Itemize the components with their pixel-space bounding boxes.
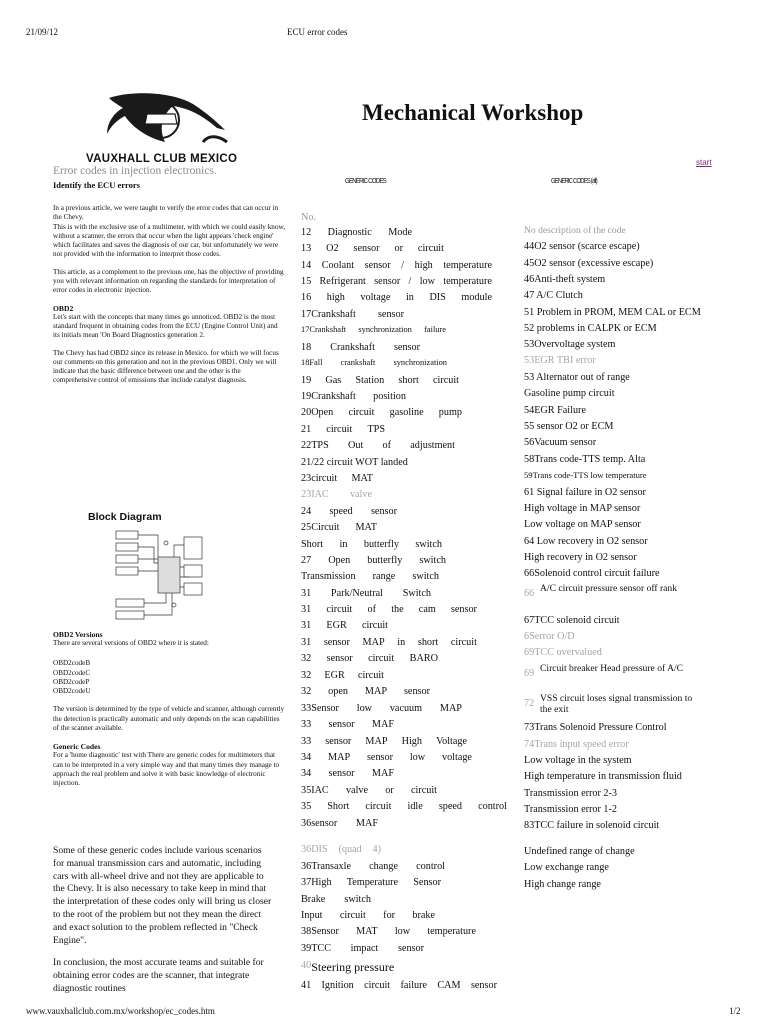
code-word: circuit <box>339 910 366 921</box>
code-row <box>301 801 507 812</box>
code-word: 32 <box>301 686 312 697</box>
code-row: 56Vacuum sensor <box>524 437 597 448</box>
code-row: 46Anti-theft system <box>524 274 606 285</box>
code-row <box>301 440 455 451</box>
code-word: 37High <box>301 877 332 888</box>
paragraph: In a previous article, we were taught to verify the error codes that can occur in the Chevy. <box>53 204 279 222</box>
code-word: low <box>409 752 426 763</box>
code-word: or <box>385 785 394 796</box>
code-row: Low voltage on MAP sensor <box>524 519 641 530</box>
code-word: or <box>394 243 403 254</box>
code-row: 58Trans code-TTS temp. Alta <box>524 454 646 465</box>
code-word: MAT <box>356 926 378 937</box>
code-word: EGR <box>326 620 347 631</box>
code-row: 44O2 sensor (scarce escape) <box>524 241 640 252</box>
code-row: 59Trans code-TTS low temperature <box>524 470 647 480</box>
code-word: Open <box>328 555 351 566</box>
code-row: 73Trans Solenoid Pressure Control <box>524 722 667 733</box>
code-word: 23IAC <box>301 489 329 500</box>
no-label: No. <box>301 212 316 223</box>
code-word: crankshaft <box>340 358 376 367</box>
code-word: short <box>398 375 419 386</box>
code-word: Out <box>348 440 364 451</box>
code-word: open <box>328 686 348 697</box>
code-word: brake <box>412 910 435 921</box>
code-row: Undefined range of change <box>524 846 635 857</box>
code-word: range <box>372 571 396 582</box>
code-word: High <box>401 736 422 747</box>
code-word: Sensor <box>413 877 441 888</box>
code-row: 66Solenoid control circuit failure <box>524 568 660 579</box>
code-word: sensor <box>323 637 350 648</box>
code-word: 31 <box>301 620 312 631</box>
code-word: circuit <box>326 424 353 435</box>
code-word: 24 <box>301 506 312 517</box>
code-word: speed <box>329 506 353 517</box>
code-word: MAF <box>355 818 378 829</box>
code-word: EGR <box>324 670 345 681</box>
code-row: High temperature in transmission fluid <box>524 771 682 782</box>
code-row <box>301 325 446 334</box>
code-word: voltage <box>360 292 391 303</box>
code-word: Transmission <box>301 571 356 582</box>
code-row <box>301 844 381 855</box>
code-word: Short <box>301 539 324 550</box>
code-row <box>301 637 477 648</box>
code-word: circuit <box>450 637 477 648</box>
code-word: circuit <box>432 375 459 386</box>
code-row <box>301 473 373 484</box>
code-row <box>301 391 406 402</box>
code-word: sensor <box>325 736 352 747</box>
code-word: short <box>417 637 439 648</box>
versions-text: The version is determined by the type of vehicle and scanner, although currently the detection is practically automatic and only depends on the scan capabilities of the scanner available. <box>53 705 285 733</box>
versions-section <box>53 630 285 798</box>
code-word: sensor <box>374 276 401 287</box>
no-desc-label: No description of the code <box>524 225 626 236</box>
code-word: 17Crankshaft <box>301 325 347 334</box>
code-word: 15 <box>301 276 312 287</box>
code-row <box>301 588 431 599</box>
paragraph: Let's start with the concepts that many times go unnoticed. OBD2 is the most standard frequent in obtaining codes from the ECU (Engine Control Unit) and its initials mean 'On Board Diagnostics generation 2. <box>53 312 278 340</box>
code-row: 55 sensor O2 or ECM <box>524 421 614 432</box>
code-row: 83TCC failure in solenoid circuit <box>524 820 660 831</box>
code-word: in <box>339 539 348 550</box>
left-article <box>53 165 285 394</box>
generic-heading: Generic Codes <box>53 742 101 752</box>
code-word: gasoline <box>389 407 424 418</box>
code-word: cam <box>418 604 436 615</box>
code-word: 36Transaxle <box>301 861 351 872</box>
code-word: 35IAC <box>301 785 329 796</box>
article-title: Error codes in injection electronics. <box>53 165 217 177</box>
code-word: valve <box>345 785 369 796</box>
code-word: Brake <box>301 894 326 905</box>
code-word: 21 <box>301 424 312 435</box>
code-word: idle <box>407 801 423 812</box>
code-word: 33Sensor <box>301 703 339 714</box>
code-word: 31 <box>301 604 312 615</box>
paragraph: This is with the exclusive use of a multimeter, with which we could easily know, without a scanner, the errors that occur when the light appears 'check engine' which facilitates and saves the diagnosis of our car, but unfortunately we were not provided with the information to interpret those codes. <box>53 222 285 259</box>
code-word: MAF <box>371 719 394 730</box>
code-word: Refrigerant <box>319 276 366 287</box>
versions-heading: OBD2 Versions <box>53 630 103 639</box>
code-row: 61 Signal failure in O2 sensor <box>524 487 646 498</box>
code-row: 6Serror O/D <box>524 631 575 642</box>
version-item: OBD2codeB <box>53 659 91 668</box>
code-row <box>301 861 445 872</box>
code-row <box>301 309 404 320</box>
article-subtitle: Identify the ECU errors <box>53 180 140 190</box>
code-word: 18 <box>301 342 312 353</box>
code-word: switch <box>415 539 442 550</box>
code-word: temperature <box>443 276 492 287</box>
code-row: 69TCC overvalued <box>524 647 602 658</box>
code-word: vacuum <box>389 703 423 714</box>
code-row <box>301 276 492 287</box>
code-word: Diagnostic <box>327 227 372 238</box>
code-word: Ignition <box>321 980 354 991</box>
code-word: high <box>414 260 433 271</box>
code-word: circuit <box>364 980 391 991</box>
code-word: 39TCC <box>301 943 332 954</box>
code-word: 38Sensor <box>301 926 339 937</box>
code-word: switch <box>412 571 439 582</box>
code-word: 33 <box>301 719 312 730</box>
code-word: 25Circuit <box>301 522 340 533</box>
code-word: voltage <box>441 752 472 763</box>
code-word: MAP <box>328 752 351 763</box>
conclusion-section <box>53 845 275 1006</box>
code-row <box>301 227 412 238</box>
code-row <box>301 926 476 937</box>
code-word: module <box>461 292 492 303</box>
code-row: 67TCC solenoid circuit <box>524 615 620 626</box>
code-word: 16 <box>301 292 312 303</box>
code-word: 36DIS <box>301 844 328 855</box>
code-word: 20Open <box>301 407 334 418</box>
generic-codes-heading-right: GENERIC CODES (alt) <box>551 176 597 185</box>
code-word: 19 <box>301 375 312 386</box>
code-word: circuit <box>326 604 353 615</box>
code-row <box>301 342 420 353</box>
code-row <box>301 539 442 550</box>
code-word: BARO <box>409 653 438 664</box>
code-word: temperature <box>427 926 476 937</box>
code-word: butterfly <box>363 539 399 550</box>
footer-url: www.vauxhallclub.com.mx/workshop/ec_codes.htm <box>26 1006 215 1016</box>
code-word: change <box>369 861 398 872</box>
code-row: Gasoline pump circuit <box>524 388 615 399</box>
club-name: VAUXHALL CLUB MEXICO <box>86 153 238 165</box>
code-description: A/C circuit pressure sensor off rank <box>540 583 678 594</box>
generic-text: For a 'home diagnostic' test with There are generic codes for multimeters that can to be interpreted in a very simple way and that many times they manage to approach the real problem and solve it with basic knowledge of electronic injection. <box>53 751 280 788</box>
code-word: adjustment <box>410 440 455 451</box>
code-word: circuit <box>348 407 375 418</box>
code-row <box>301 604 477 615</box>
code-row: High voltage in MAP sensor <box>524 503 641 514</box>
code-word: 22TPS <box>301 440 329 451</box>
code-row <box>301 522 377 533</box>
code-word: synchronization <box>393 358 447 367</box>
code-word: DIS <box>429 292 446 303</box>
code-word: sensor <box>393 342 420 353</box>
code-word: O2 <box>326 243 339 254</box>
code-row: 74Trans input speed error <box>524 739 629 750</box>
code-word: Switch <box>402 588 431 599</box>
code-word: butterfly <box>367 555 403 566</box>
code-word: sensor <box>403 686 430 697</box>
code-word: impact <box>350 943 379 954</box>
code-row <box>301 457 408 468</box>
code-word: 27 <box>301 555 312 566</box>
code-word: / <box>401 260 405 271</box>
code-word: 13 <box>301 243 312 254</box>
code-word: sensor <box>370 506 397 517</box>
code-number: 72 <box>524 698 535 709</box>
code-row <box>301 292 492 303</box>
code-row: Transmission error 1-2 <box>524 804 618 815</box>
code-row <box>301 620 388 631</box>
code-word: temperature <box>443 260 492 271</box>
code-word: sensor <box>366 752 393 763</box>
code-word: low <box>419 276 435 287</box>
code-word: 23circuit <box>301 473 338 484</box>
code-word: TPS <box>367 424 385 435</box>
code-row <box>301 960 394 975</box>
generic-codes-heading: GENERIC CODES <box>345 176 386 185</box>
code-word: Input <box>301 910 323 921</box>
big-paragraph: In conclusion, the most accurate teams and suitable for obtaining error codes are the scanner, that integrate diagnostic routines <box>53 957 264 994</box>
code-row <box>301 653 438 664</box>
code-word: MAP <box>365 736 388 747</box>
code-row <box>301 736 467 747</box>
code-word: sensor <box>397 943 424 954</box>
code-row <box>301 571 439 582</box>
code-row <box>301 260 492 271</box>
code-word: failure <box>400 980 428 991</box>
code-word: / <box>408 276 412 287</box>
code-word: Coolant <box>321 260 355 271</box>
code-word: MAF <box>371 768 394 779</box>
code-word: of <box>382 440 392 451</box>
code-row: 51 Problem in PROM, MEM CAL or ECM <box>524 307 701 318</box>
code-row: Low voltage in the system <box>524 755 632 766</box>
code-row <box>301 555 446 566</box>
code-row: 53EGR TBI error <box>524 355 596 366</box>
code-word: circuit <box>410 785 437 796</box>
code-word: 34 <box>301 752 312 763</box>
code-row <box>301 785 437 796</box>
code-word: pump <box>438 407 462 418</box>
code-word: Temperature <box>346 877 399 888</box>
code-word: the <box>391 604 404 615</box>
code-word: in <box>405 292 414 303</box>
code-word: circuit <box>365 801 392 812</box>
code-row: 53 Alternator out of range <box>524 372 630 383</box>
code-word: switch <box>419 555 446 566</box>
obd2-heading: OBD2 <box>53 303 74 313</box>
paragraph: The Chevy has had OBD2 since its release in Mexico. for which we will focus our comments on this generation and not in the previous OBD1. Only we will indicate that the basic difference between one and the other is the comprehensive control of emissions that include catalyst diagnosis. <box>53 348 279 385</box>
code-row <box>524 583 700 599</box>
code-row <box>301 686 430 697</box>
code-word: synchronization <box>358 325 412 334</box>
code-row <box>301 407 462 418</box>
code-row <box>301 424 385 435</box>
code-word: MAP <box>362 637 385 648</box>
code-description: Circuit breaker Head pressure of A/C <box>540 663 684 674</box>
code-word: sensor <box>353 243 380 254</box>
code-word: 4) <box>372 844 381 855</box>
site-heading: Mechanical Workshop <box>362 100 584 125</box>
code-row <box>301 506 397 517</box>
code-word: MAP <box>439 703 462 714</box>
code-word: MAT <box>355 522 377 533</box>
code-word: sensor <box>377 309 404 320</box>
code-number: 69 <box>524 668 535 679</box>
code-row <box>301 980 497 991</box>
code-row: High recovery in O2 sensor <box>524 552 637 563</box>
code-word: switch <box>344 894 371 905</box>
code-row <box>524 663 700 679</box>
paragraph: This article, as a complement to the previous one, has the objective of providing you with relevant information on regarding the standards for interpretation of error codes in electronic injection. <box>53 267 284 295</box>
print-date: 21/09/12 <box>26 27 59 37</box>
code-word: sensor <box>328 768 355 779</box>
code-word: sensor <box>470 980 497 991</box>
code-row <box>524 693 700 715</box>
code-word: 31 <box>301 588 312 599</box>
code-word: position <box>373 391 406 402</box>
code-word: Voltage <box>436 736 467 747</box>
code-word: 34 <box>301 768 312 779</box>
code-word: sensor <box>364 260 391 271</box>
code-row: 64 Low recovery in O2 sensor <box>524 536 648 547</box>
code-row <box>301 375 459 386</box>
code-row: Transmission error 2-3 <box>524 788 618 799</box>
code-word: circuit <box>417 243 444 254</box>
block-diagram-image <box>114 527 206 623</box>
code-word: 21/22 circuit WOT landed <box>301 457 408 468</box>
code-word: valve <box>349 489 372 500</box>
code-word: speed <box>438 801 463 812</box>
code-row <box>301 752 472 763</box>
code-row <box>301 818 378 829</box>
code-row <box>301 894 371 905</box>
version-item: OBD2codeC <box>53 668 91 677</box>
code-word: 17Crankshaft <box>301 309 356 320</box>
code-word: Park/Neutral <box>330 588 383 599</box>
versions-intro: There are several versions of OBD2 where it is stated: <box>53 639 209 647</box>
code-row <box>301 943 424 954</box>
version-item: OBD2codeP <box>53 677 90 686</box>
code-row <box>301 489 372 500</box>
code-word: Steering pressure <box>311 960 395 974</box>
code-word: 36sensor <box>301 818 338 829</box>
code-word: Mode <box>388 227 412 238</box>
code-word: Short <box>327 801 350 812</box>
code-word: 40 <box>301 960 312 971</box>
code-word: Crankshaft <box>330 342 375 353</box>
club-logo <box>103 90 235 152</box>
code-row: Low exchange range <box>524 862 609 873</box>
code-word: high <box>326 292 345 303</box>
code-row <box>301 910 435 921</box>
code-word: in <box>397 637 406 648</box>
code-word: for <box>383 910 396 921</box>
code-row: 45O2 sensor (excessive escape) <box>524 258 654 269</box>
code-word: 35 <box>301 801 312 812</box>
code-word: MAP <box>364 686 387 697</box>
code-word: 12 <box>301 227 312 238</box>
code-word: sensor <box>328 719 355 730</box>
code-word: 32 <box>301 670 312 681</box>
code-word: MAT <box>351 473 373 484</box>
code-word: of <box>367 604 377 615</box>
code-word: Gas <box>325 375 342 386</box>
code-row <box>301 670 384 681</box>
code-row: 47 A/C Clutch <box>524 290 583 301</box>
code-word: circuit <box>357 670 384 681</box>
code-word: Station <box>355 375 385 386</box>
code-word: low <box>356 703 373 714</box>
code-word: 31 <box>301 637 312 648</box>
version-item: OBD2codeU <box>53 687 91 696</box>
code-row <box>301 358 447 367</box>
page-number: 1/2 <box>729 1006 741 1016</box>
print-title: ECU error codes <box>287 27 348 37</box>
code-row <box>301 719 394 730</box>
code-row <box>301 243 444 254</box>
code-word: 32 <box>301 653 312 664</box>
code-row <box>301 768 394 779</box>
code-word: circuit <box>361 620 388 631</box>
code-number: 66 <box>524 588 535 599</box>
code-word: 14 <box>301 260 312 271</box>
code-row <box>301 877 441 888</box>
code-word: 18Fall <box>301 358 323 367</box>
code-row: High change range <box>524 879 601 890</box>
code-row: 54EGR Failure <box>524 405 586 416</box>
code-word: failure <box>424 325 446 334</box>
start-link[interactable]: start <box>696 158 712 167</box>
code-row: 53Overvoltage system <box>524 339 616 350</box>
block-diagram-title: Block Diagram <box>88 511 162 523</box>
code-word: sensor <box>450 604 477 615</box>
code-word: 41 <box>301 980 312 991</box>
code-word: CAM <box>437 980 461 991</box>
code-word: control <box>478 801 507 812</box>
code-word: low <box>394 926 411 937</box>
code-word: sensor <box>326 653 353 664</box>
code-word: 19Crankshaft <box>301 391 356 402</box>
code-row <box>301 703 462 714</box>
big-paragraph: Some of these generic codes include various scenarios for manual transmission cars and automatic, including cars with all-wheel drive and not they are applicable to the Chevy. It is also necessary to take keep in mind that the interpretation of these codes only will bring us closer to the root of the problem but not they mean the direct and exact solution to the problem reflected in "Check Engine". <box>53 845 272 946</box>
code-word: (quad <box>338 844 362 855</box>
code-word: 33 <box>301 736 312 747</box>
code-word: circuit <box>368 653 395 664</box>
code-description: VSS circuit loses signal transmission to the exit <box>540 693 693 715</box>
code-row: 52 problems in CALPK or ECM <box>524 323 657 334</box>
code-word: control <box>416 861 445 872</box>
